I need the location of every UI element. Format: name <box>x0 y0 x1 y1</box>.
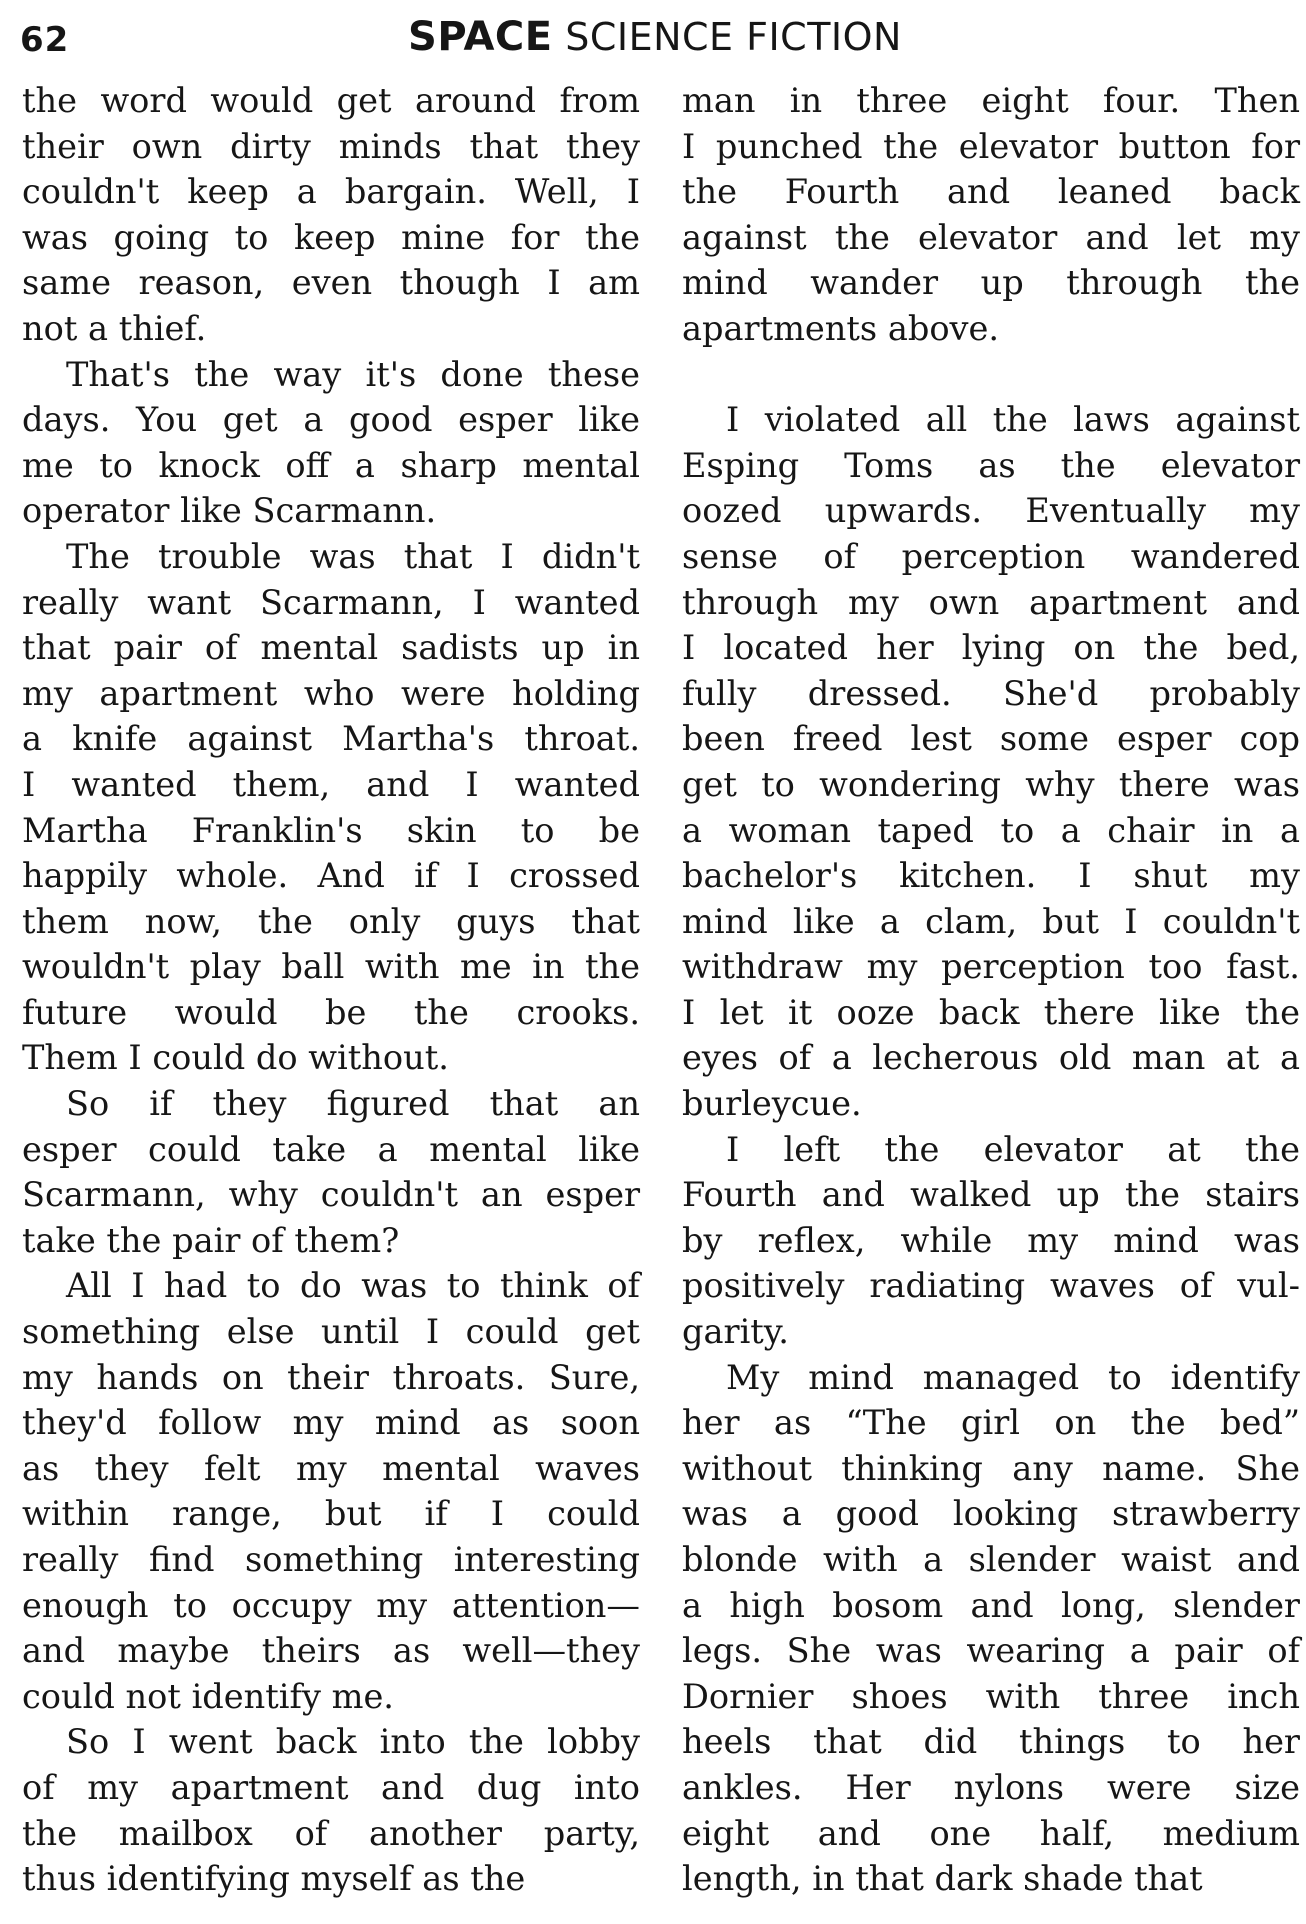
paragraph <box>22 534 640 1081</box>
text-line: burleycue. <box>682 1084 862 1124</box>
text-line: the Fourth and leaned back <box>682 172 1300 212</box>
text-line: bachelor's kitchen. I shut my <box>682 856 1300 896</box>
text-line: without thinking any name. She <box>682 1448 1300 1488</box>
text-line: of my apartment and dug into <box>22 1767 640 1807</box>
text-line: I punched the elevator button for <box>682 126 1300 166</box>
text-line: her as “The girl on the bed” <box>682 1403 1300 1443</box>
text-line: eight and one half, medium <box>682 1813 1300 1853</box>
magazine-title-rest: SCIENCE FICTION <box>565 15 902 59</box>
text-line: take the pair of them? <box>22 1220 400 1260</box>
text-line: garity. <box>682 1312 789 1352</box>
text-line: ankles. Her nylons were size <box>682 1767 1300 1807</box>
paragraph <box>22 1263 640 1719</box>
text-line: Them I could do without. <box>22 1038 449 1078</box>
text-line: enough to occupy my attention— <box>22 1585 640 1625</box>
text-line: and maybe theirs as well—they <box>22 1631 640 1671</box>
paragraph <box>682 1355 1300 1902</box>
text-line: I let it ooze back there like the <box>682 992 1300 1032</box>
text-line: get to wondering why there was <box>682 764 1300 804</box>
text-line: fully dressed. She'd probably <box>682 673 1300 713</box>
text-line: esper could take a mental like <box>22 1129 640 1169</box>
text-line: days. You get a good esper like <box>22 400 640 440</box>
text-line: them now, the only guys that <box>22 901 640 941</box>
text-line: man in three eight four. Then <box>682 81 1300 120</box>
text-line: was going to keep mine for the <box>22 217 640 257</box>
paragraph <box>682 1127 1300 1355</box>
text-line: their own dirty minds that they <box>22 126 640 166</box>
text-line: through my own apartment and <box>682 582 1300 622</box>
paragraph <box>22 1719 640 1901</box>
text-line: by reflex, while my mind was <box>682 1220 1300 1260</box>
paragraph <box>682 78 1300 352</box>
text-line: happily whole. And if I crossed <box>22 856 640 896</box>
text-line: could not identify me. <box>22 1676 394 1716</box>
paragraph <box>22 1081 640 1263</box>
text-line: they'd follow my mind as soon <box>22 1403 640 1443</box>
text-line: eyes of a lecherous old man at a <box>682 1038 1300 1078</box>
text-line: All I had to do was to think of <box>66 1266 640 1306</box>
text-line: The trouble was that I didn't <box>66 536 640 576</box>
paragraph-gap <box>682 352 1300 398</box>
text-line: apartments above. <box>682 308 1000 348</box>
text-line: my hands on their throats. Sure, <box>22 1357 640 1397</box>
text-line: was a good looking strawberry <box>682 1494 1300 1534</box>
text-line: a knife against Martha's throat. <box>22 719 640 759</box>
text-line: something else until I could get <box>22 1312 640 1352</box>
text-line: sense of perception wandered <box>682 536 1300 576</box>
text-line: length, in that dark shade that <box>682 1859 1203 1899</box>
text-line: oozed upwards. Eventually my <box>682 491 1300 531</box>
text-line: wouldn't play ball with me in the <box>22 947 640 987</box>
text-line: So if they figured that an <box>66 1084 640 1124</box>
text-line: mind like a clam, but I couldn't <box>682 901 1300 941</box>
magazine-title <box>20 14 1290 60</box>
text-line: So I went back into the lobby <box>66 1722 640 1762</box>
text-line: same reason, even though I am <box>22 263 640 303</box>
text-line: couldn't keep a bargain. Well, I <box>22 172 640 212</box>
text-line: my apartment who were holding <box>22 673 640 713</box>
text-line: against the elevator and let my <box>682 217 1300 257</box>
text-line: me to knock off a sharp mental <box>22 445 640 485</box>
text-line: Fourth and walked up the stairs <box>682 1175 1300 1215</box>
text-line: I wanted them, and I wanted <box>22 764 640 804</box>
text-line: Martha Franklin's skin to be <box>22 810 640 850</box>
right-column <box>682 78 1300 1902</box>
text-line: future would be the crooks. <box>22 992 640 1032</box>
magazine-title-strong: SPACE <box>408 14 553 60</box>
text-line: been freed lest some esper cop <box>682 719 1300 759</box>
paragraph <box>22 352 640 534</box>
text-line: not a thief. <box>22 308 207 348</box>
text-line: that pair of mental sadists up in <box>22 628 640 668</box>
text-line: Dornier shoes with three inch <box>682 1676 1300 1716</box>
text-line: heels that did things to her <box>682 1722 1300 1762</box>
text-line: I left the elevator at the <box>726 1129 1300 1169</box>
paragraph <box>22 78 640 352</box>
text-line: a woman taped to a chair in a <box>682 810 1300 850</box>
text-line: really find something interesting <box>22 1540 640 1579</box>
text-line: I violated all the laws against <box>726 400 1300 440</box>
text-line: within range, but if I could <box>22 1494 640 1534</box>
paragraph <box>682 397 1300 1127</box>
text-line: My mind managed to identify <box>726 1357 1300 1397</box>
text-line: withdraw my perception too fast. <box>682 947 1300 987</box>
text-line: legs. She was wearing a pair of <box>682 1631 1300 1671</box>
text-line: I located her lying on the bed, <box>682 628 1300 668</box>
text-line: That's the way it's done these <box>66 354 640 394</box>
text-line: positively radiating waves of vul- <box>682 1266 1300 1306</box>
left-column <box>22 78 640 1902</box>
text-line: operator like Scarmann. <box>22 491 437 531</box>
page-number: 62 <box>20 20 70 60</box>
text-line: a high bosom and long, slender <box>682 1585 1300 1625</box>
text-line: mind wander up through the <box>682 263 1300 303</box>
text-line: as they felt my mental waves <box>22 1448 640 1488</box>
text-line: Scarmann, why couldn't an esper <box>22 1175 640 1215</box>
text-line: blonde with a slender waist and <box>682 1540 1300 1579</box>
text-line: the word would get around from <box>22 81 640 120</box>
text-line: Esping Toms as the elevator <box>682 445 1300 485</box>
page-header <box>20 12 1290 72</box>
text-line: the mailbox of another party, <box>22 1813 640 1853</box>
text-line: really want Scarmann, I wanted <box>22 582 640 622</box>
text-line: thus identifying myself as the <box>22 1859 526 1899</box>
